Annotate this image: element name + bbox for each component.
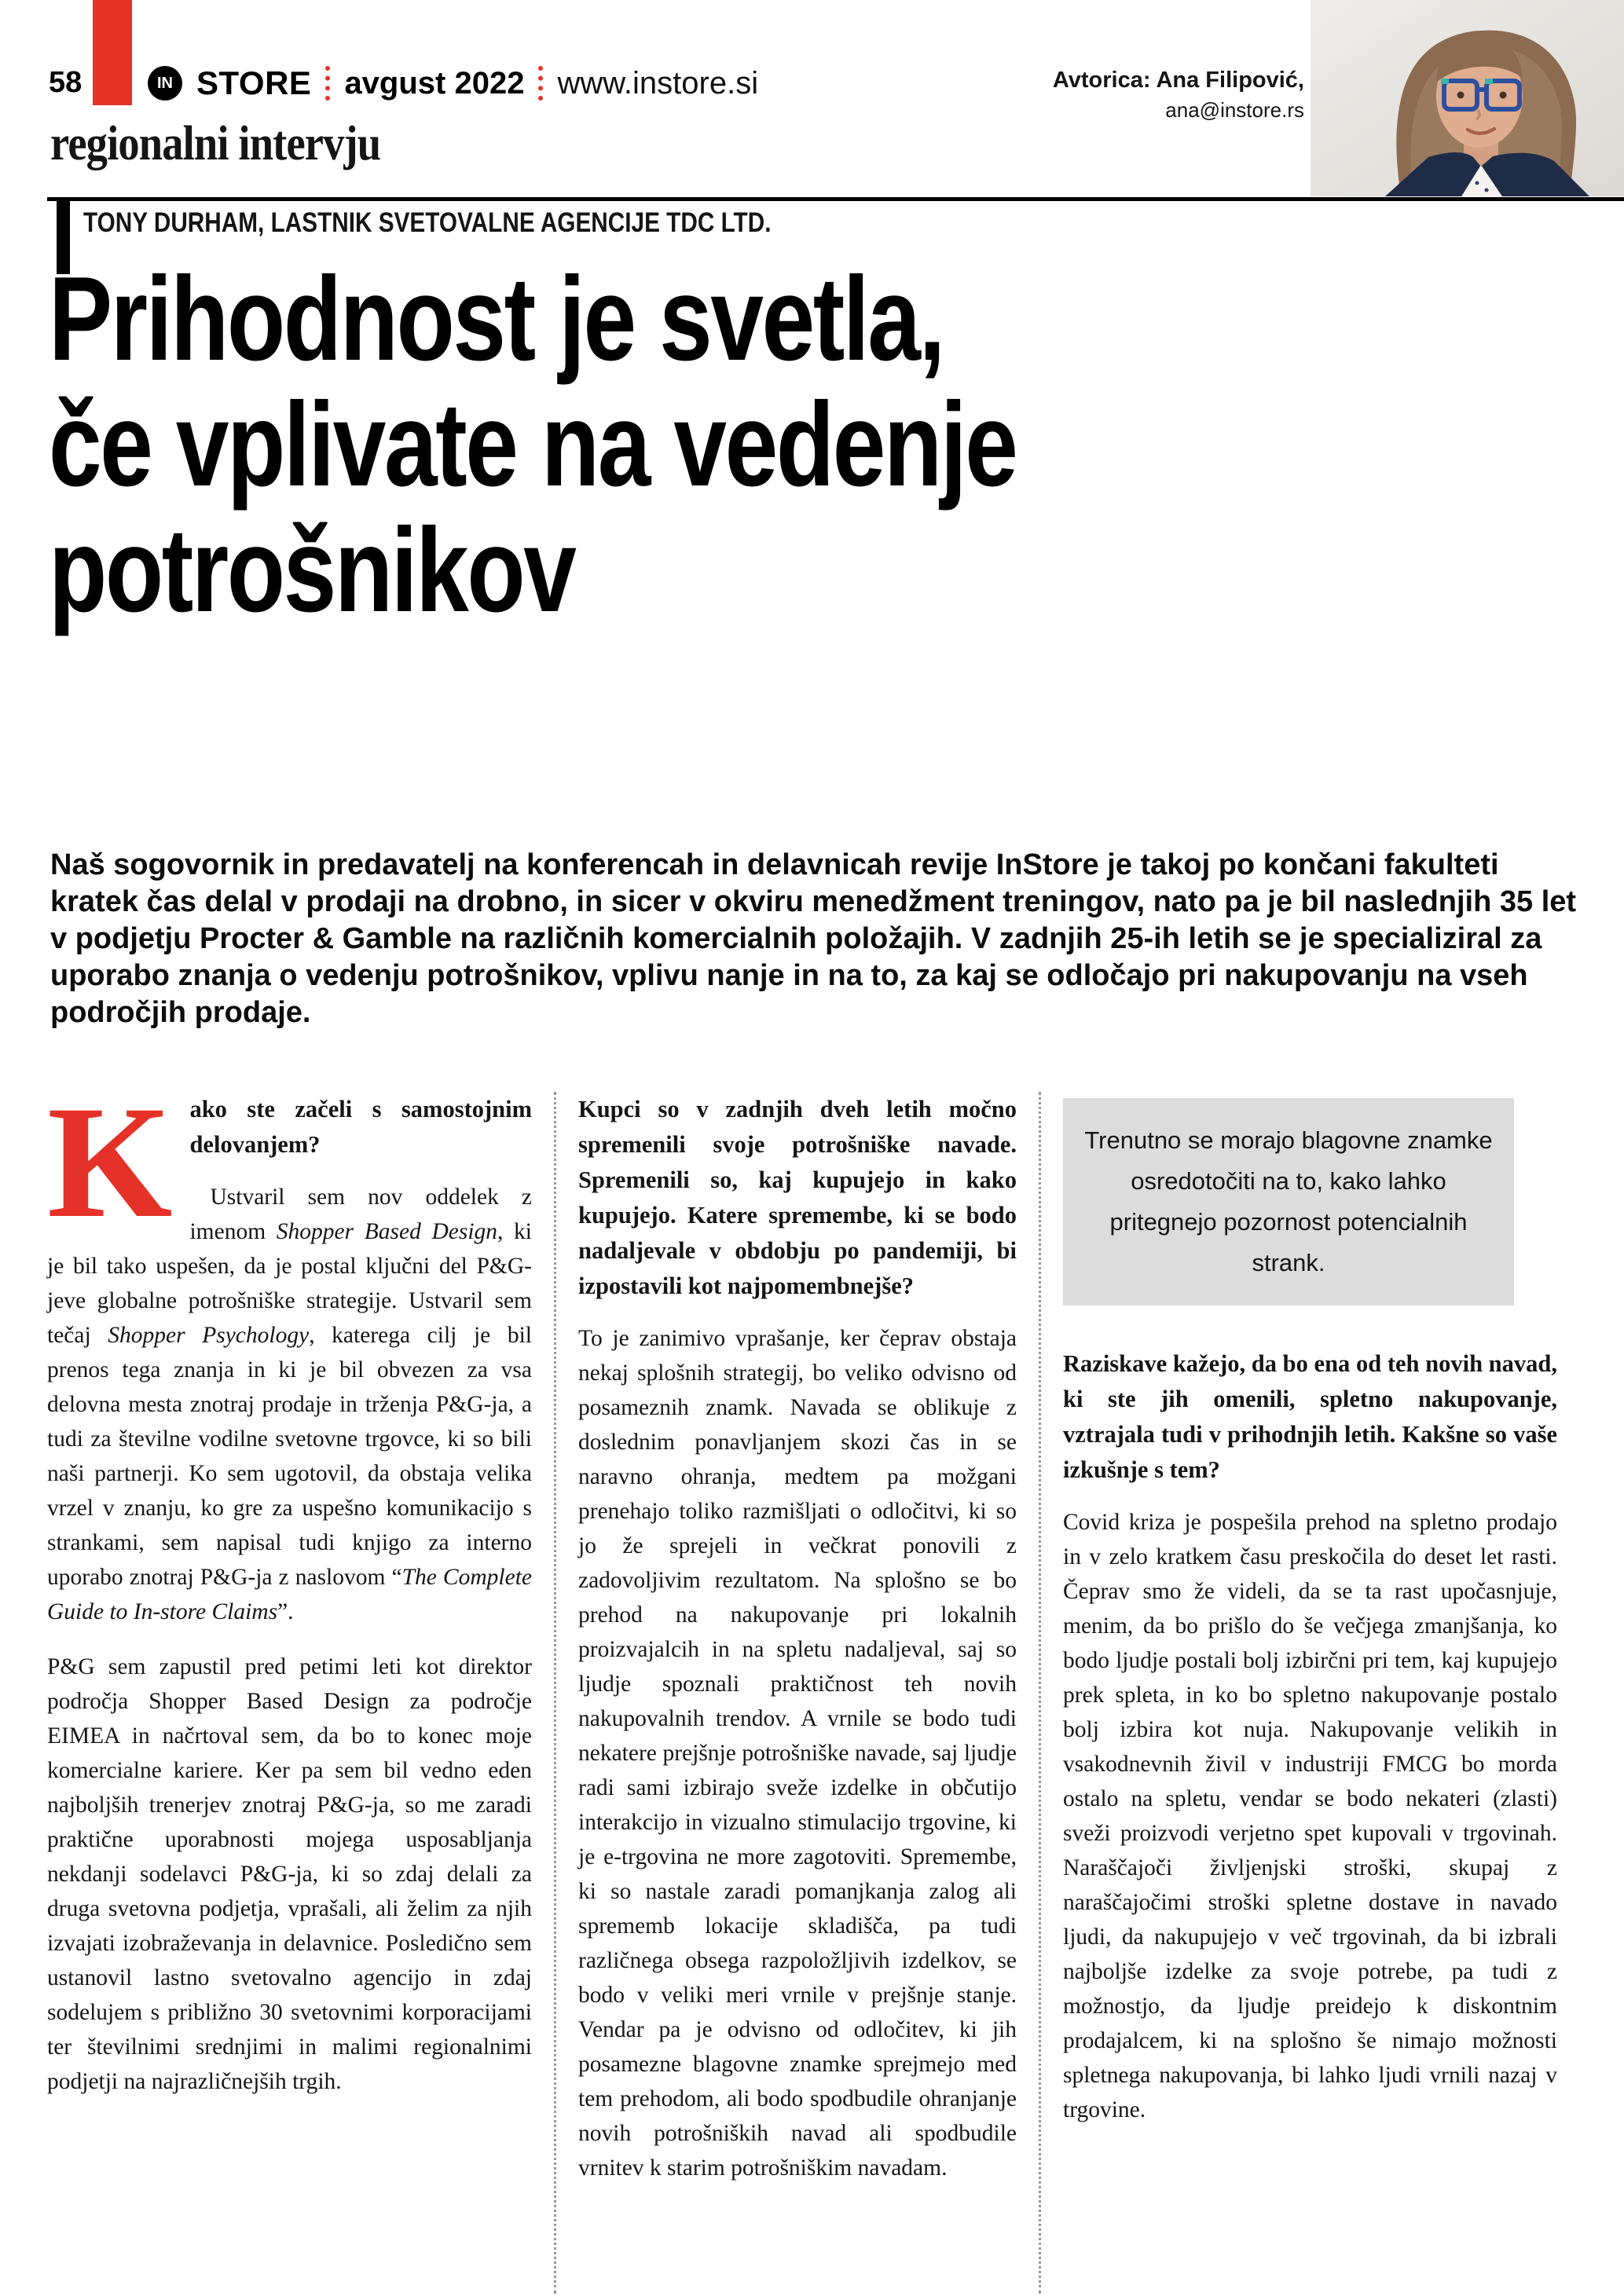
pull-quote: Trenutno se morajo blagovne znamke osredotočiti na to, kako lahko pritegnejo pozornost potencialnih strank.: [1063, 1098, 1514, 1305]
website-url: www.instore.si: [557, 65, 759, 101]
author-name: Avtorica: Ana Filipović,: [1052, 68, 1304, 93]
section-title: regionalni intervju: [50, 117, 381, 170]
interview-answer: P&G sem zapustil pred petimi leti kot direktor področja Shopper Based Design za področje EIMEA in načrtoval sem, da bo to konec moje komercialne kariere. Ker pa sem bil vedno eden najboljših trenerjev znotraj P&G-ja, so me zaradi praktične uporabnosti mojega usposabljanja nekdanji sodelavci P&G-ja, ki so zdaj delali za druga svetovna podjetja, vprašali, ali želim za njih izvajati izobraževanja in delavnice. Posledično sem ustanovil lastno svetovalno agencijo in zdaj sodelujem s približno 30 svetovnimi korporacijami ter številnimi srednjimi in malimi regionalnimi podjetji na najrazličnejših trgih.: [47, 1654, 532, 2094]
interview-question: Kupci so v zadnjih dveh letih močno spremenili svoje potrošniške navade. Spremenili so, kaj kupujejo in kako kupujejo. Katere spremembe, ki se bodo nadaljevale v obdobju po pandemiji, bi izpostavili kot najpomembnejše?: [578, 1096, 1017, 1299]
interview-answer: To je zanimivo vprašanje, ker čeprav obstaja nekaj splošnih strategij, bo veliko odvisno od posameznih znamk. Navada se oblikuje z doslednim ponavljanjem skozi čas in se naravno ohranja, medtem pa možgani prenehajo toliko razmišljati o odločitvi, ki so jo že sprejeli in večkrat ponovili z zadovoljivim rezultatom. Na splošno se bo prehod na nakupovanje pri lokalnih proizvajalcih in na spletu nadaljeval, saj so ljudje spoznali praktičnost teh novih nakupovalnih trendov. A vrnile se bodo tudi nekatere prejšnje potrošniške navade, saj ljudje radi sami izbirajo sveže izdelke in občutijo interakcijo in vizualno stimulacijo trgovine, ki je e-trgovina ne more zagotoviti. Spremembe, ki so nastale zaradi pomanjkanja zalog ali sprememb lokacije skladišča, pa tudi različnega obsega razpoložljivih izdelkov, se bodo v veliki meri vrnile v prejšnje stanje. Vendar pa je odvisno od odločitev, ki jih posamezne blagovne znamke sprejmejo med tem prehodom, ali bodo spodbudile ohranjanje novih potrošniških navad ali spodbudile vrnitev k starim potrošniškim navadam.: [578, 1326, 1017, 2181]
header-dotted-separator: [538, 66, 543, 101]
author-photo: [1311, 0, 1624, 196]
interview-answer: Ustvaril sem nov oddelek z imenom Shopper Based Design, ki je bil tako uspešen, da je postal ključni del P&G-jeve globalne potrošniške strategije. Ustvaril sem tečaj Shopper Psychology, katerega cilj je bil prenos tega znanja in ki je bil obvezen za vsa delovna mesta znotraj prodaje in trženja P&G-ja, a tudi za številne vodilne svetovne trgovce, ki so bili naši partnerji. Ko sem ugotovil, da obstaja velika vrzel v znanju, ko gre za uspešno komunikacijo s strankami, sem napisal tudi knjigo za interno uporabo znotraj P&G-ja z naslovom “The Complete Guide to In-store Claims”.: [47, 1185, 532, 1624]
column-2: [554, 1092, 1041, 2294]
article-body: [47, 1073, 1579, 2294]
column-1: [47, 1073, 554, 2294]
lead-paragraph: Naš sogovornik in predavatelj na konferencah in delavnicah revije InStore je takoj po končani fakulteti kratek čas delal v prodaji na drobno, in sicer v okviru menedžment treningov, nato pa je bil naslednjih 35 let v podjetju Procter & Gamble na različnih komercialnih položajih. V zadnjih 25-ih letih se je specializiral za uporabo znanja o vedenju potrošnikov, vplivu nanje in na to, za kaj se odločajo pri nakupovanju na vseh področjih prodaje.: [50, 848, 1577, 1029]
author-photo-illustration: [1311, 0, 1624, 196]
interview-question: [47, 1073, 532, 1251]
question-text: ako ste začeli s samostojnim delovanjem?: [189, 1096, 532, 1158]
drop-cap: K: [47, 1073, 173, 1251]
author-email: ana@instore.rs: [1165, 98, 1304, 122]
instore-logo-text: STORE: [196, 64, 312, 101]
masthead-red-block: [93, 0, 132, 105]
masthead: [148, 64, 758, 102]
author-credit: [1053, 68, 1304, 123]
interview-answer: Covid kriza je pospešila prehod na spletno prodajo in v zelo kratkem času preskočila do deset let rasti. Čeprav smo že videli, da se ta rast upočasnjuje, menim, da bo prišlo do še večjega zmanjšanja, ko bodo ljudje postali bolj izbirčni pri tem, kaj kupujejo prek spleta, in ko bo spletno nakupovanje postalo bolj izbira kot nuja. Nakupovanje velikih in vsakodnevnih živil v industriji FMCG bo morda ostalo na spletu, vendar se bodo nekateri (zlasti) sveži proizvodi verjetno spet kupovali v trgovinah. Naraščajoči življenjski stroški, skupaj z naraščajočimi stroški spletne dostave in navado ljudi, da nakupujejo v več trgovinah, da bi izbrali najboljše izdelke za svoje potrebe, pa tudi z možnostjo, da ljudje preidejo k diskontnim prodajalcem, ki na splošno še nimajo možnosti spletnega nakupovanja, bi lahko ljudi vrnili nazaj v trgovine.: [1063, 1510, 1557, 2122]
instore-logo-icon: IN: [148, 66, 182, 101]
kicker: TONY DURHAM, LASTNIK SVETOVALNE AGENCIJE TDC LTD.: [83, 207, 772, 238]
headline-line: potrošnikov: [49, 504, 575, 637]
page-number: 58: [49, 66, 82, 99]
header-rule: [47, 197, 1624, 201]
header-dotted-separator: [325, 66, 330, 101]
headline: [49, 252, 1017, 637]
headline-line: Prihodnost je svetla,: [49, 252, 944, 386]
issue-date: avgust 2022: [344, 65, 525, 101]
interview-question: Raziskave kažejo, da bo ena od teh novih navad, ki ste jih omenili, spletno nakupovanje, vztrajala tudi v prihodnjih letih. Kakšne so vaše izkušnje s tem?: [1063, 1350, 1557, 1483]
column-3: [1041, 1092, 1557, 2294]
headline-line: če vplivate na vedenje: [49, 378, 1017, 511]
